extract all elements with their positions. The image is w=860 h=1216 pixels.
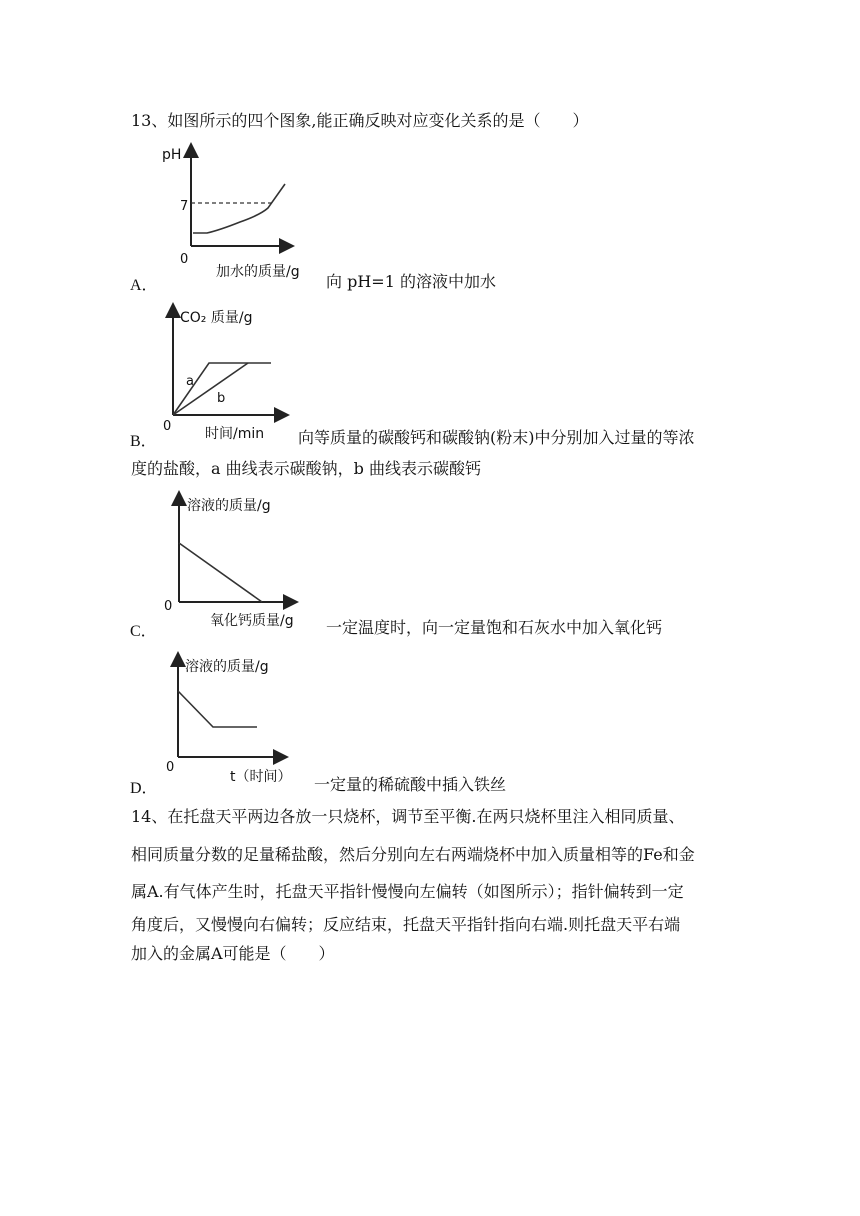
q14-line-1: 14、在托盘天平两边各放一只烧杯，调节至平衡.在两只烧杯里注入相同质量、 (131, 807, 685, 826)
graph-d-ylabel: 溶液的质量/g (185, 659, 269, 675)
graph-c-ylabel: 溶液的质量/g (187, 498, 271, 514)
graph-d-line (178, 691, 257, 727)
graph-c-xlabel: 氧化钙质量/g (210, 613, 294, 629)
option-d-desc: 一定量的稀硫酸中插入铁丝 (314, 775, 507, 794)
option-c-desc: 一定温度时，向一定量饱和石灰水中加入氧化钙 (326, 618, 663, 637)
graph-d-origin: 0 (166, 760, 175, 775)
graph-b-xlabel: 时间/min (205, 426, 265, 442)
graph-a-ylabel: pH (162, 147, 182, 163)
q14-line-3: 属A.有气体产生时，托盘天平指针慢慢向左偏转（如图所示）；指针偏转到一定 (131, 882, 684, 901)
graph-a (160, 142, 320, 282)
graph-a-xlabel: 加水的质量/g (216, 264, 300, 280)
graph-b-curve-a-label: a (186, 374, 194, 389)
graph-a-origin: 0 (180, 252, 189, 267)
graph-b-curve-b (173, 363, 248, 415)
graph-c (160, 492, 320, 634)
option-c-letter: C． (130, 623, 157, 640)
graph-d (160, 653, 310, 788)
graph-a-yref: 7 (180, 199, 189, 214)
q14-line-5: 加入的金属A可能是（ ） (131, 944, 335, 963)
option-b-desc2: 度的盐酸，a 曲线表示碳酸钠，b 曲线表示碳酸钙 (131, 459, 481, 478)
option-a-letter: A． (130, 277, 158, 294)
graph-c-line (179, 543, 262, 602)
option-a-desc: 向 pH=1 的溶液中加水 (326, 272, 496, 291)
graph-c-origin: 0 (164, 599, 173, 614)
graph-b (160, 304, 320, 444)
graph-d-xlabel: t（时间） (230, 769, 292, 785)
graph-b-curve-a (173, 363, 271, 415)
option-b-letter: B． (130, 433, 157, 450)
q13-stem: 13、如图所示的四个图象,能正确反映对应变化关系的是（ ） (131, 111, 589, 130)
graph-b-origin: 0 (163, 419, 172, 434)
option-b-desc: 向等质量的碳酸钙和碳酸钠(粉末)中分别加入过量的等浓 (298, 428, 695, 447)
graph-b-ylabel: CO₂ 质量/g (180, 310, 253, 326)
graph-a-curve (193, 184, 285, 233)
q14-line-4: 角度后，又慢慢向右偏转；反应结束，托盘天平指针指向右端.则托盘天平右端 (131, 915, 681, 934)
option-d-letter: D． (130, 780, 158, 797)
q14-line-2: 相同质量分数的足量稀盐酸，然后分别向左右两端烧杯中加入质量相等的Fe和金 (131, 845, 695, 864)
graph-b-curve-b-label: b (217, 391, 226, 406)
